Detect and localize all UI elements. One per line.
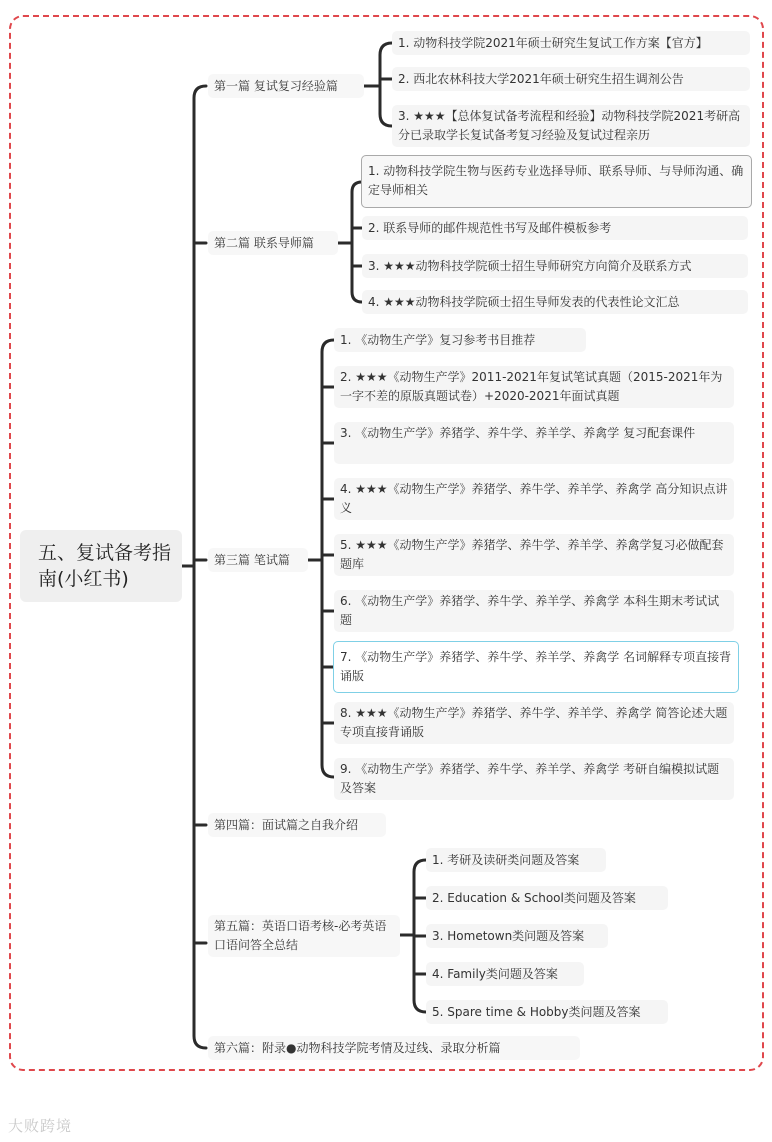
- connector-trunk: [194, 86, 206, 1048]
- cat5-item-5[interactable]: 5. Spare time & Hobby类问题及答案: [426, 1000, 668, 1024]
- connector-cat5: [400, 860, 426, 1012]
- category-6[interactable]: 第六篇：附录●动物科技学院考情及过线、录取分析篇: [208, 1036, 580, 1060]
- cat2-item-2[interactable]: 2. 联系导师的邮件规范性书写及邮件模板参考: [362, 216, 748, 240]
- cat3-item-8[interactable]: 8. ★★★《动物生产学》养猪学、养牛学、养羊学、养禽学 简答论述大题专项直接背诵版: [334, 702, 734, 744]
- cat5-item-3[interactable]: 3. Hometown类问题及答案: [426, 924, 608, 948]
- cat3-item-2[interactable]: 2. ★★★《动物生产学》2011-2021年复试笔试真题（2015-2021年为一字不差的原版真题试卷）+2020-2021年面试真题: [334, 366, 734, 408]
- cat1-item-2[interactable]: 2. 西北农林科技大学2021年硕士研究生招生调剂公告: [392, 67, 750, 91]
- category-4[interactable]: 第四篇：面试篇之自我介绍: [208, 813, 386, 837]
- cat1-item-1[interactable]: 1. 动物科技学院2021年硕士研究生复试工作方案【官方】: [392, 31, 750, 55]
- connector-cat1: [364, 43, 392, 126]
- cat5-item-1[interactable]: 1. 考研及读研类问题及答案: [426, 848, 606, 872]
- connector-cat2: [338, 182, 362, 302]
- cat3-item-6[interactable]: 6. 《动物生产学》养猪学、养牛学、养羊学、养禽学 本科生期末考试试题: [334, 590, 734, 632]
- category-2[interactable]: 第二篇 联系导师篇: [208, 231, 338, 255]
- cat3-item-5[interactable]: 5. ★★★《动物生产学》养猪学、养牛学、养羊学、养禽学复习必做配套题库: [334, 534, 734, 576]
- cat3-item-9[interactable]: 9. 《动物生产学》养猪学、养牛学、养羊学、养禽学 考研自编模拟试题及答案: [334, 758, 734, 800]
- category-1[interactable]: 第一篇 复试复习经验篇: [208, 74, 364, 98]
- category-5[interactable]: 第五篇：英语口语考核-必考英语口语问答全总结: [208, 915, 400, 957]
- cat3-item-7[interactable]: 7. 《动物生产学》养猪学、养牛学、养羊学、养禽学 名词解释专项直接背诵版: [333, 641, 739, 693]
- cat3-item-3[interactable]: 3. 《动物生产学》养猪学、养牛学、养羊学、养禽学 复习配套课件: [334, 422, 734, 464]
- cat2-item-4[interactable]: 4. ★★★动物科技学院硕士招生导师发表的代表性论文汇总: [362, 290, 748, 314]
- cat5-item-4[interactable]: 4. Family类问题及答案: [426, 962, 584, 986]
- root-node[interactable]: 五、复试备考指南(小红书): [20, 530, 182, 602]
- cat3-item-1[interactable]: 1. 《动物生产学》复习参考书目推荐: [334, 328, 586, 352]
- cat2-item-1[interactable]: 1. 动物科技学院生物与医药专业选择导师、联系导师、与导师沟通、确定导师相关: [361, 155, 752, 208]
- cat5-item-2[interactable]: 2. Education & School类问题及答案: [426, 886, 668, 910]
- category-3[interactable]: 第三篇 笔试篇: [208, 548, 308, 572]
- cat3-item-4[interactable]: 4. ★★★《动物生产学》养猪学、养牛学、养羊学、养禽学 高分知识点讲义: [334, 478, 734, 520]
- watermark-text: 大败跨境: [8, 1117, 73, 1135]
- connector-cat3: [308, 340, 334, 777]
- cat2-item-3[interactable]: 3. ★★★动物科技学院硕士招生导师研究方向简介及联系方式: [362, 254, 748, 278]
- connector-cat-ticks: [194, 243, 206, 943]
- cat1-item-3[interactable]: 3. ★★★【总体复试备考流程和经验】动物科技学院2021考研高分已录取学长复试备考复习经验及复试过程亲历: [392, 105, 750, 147]
